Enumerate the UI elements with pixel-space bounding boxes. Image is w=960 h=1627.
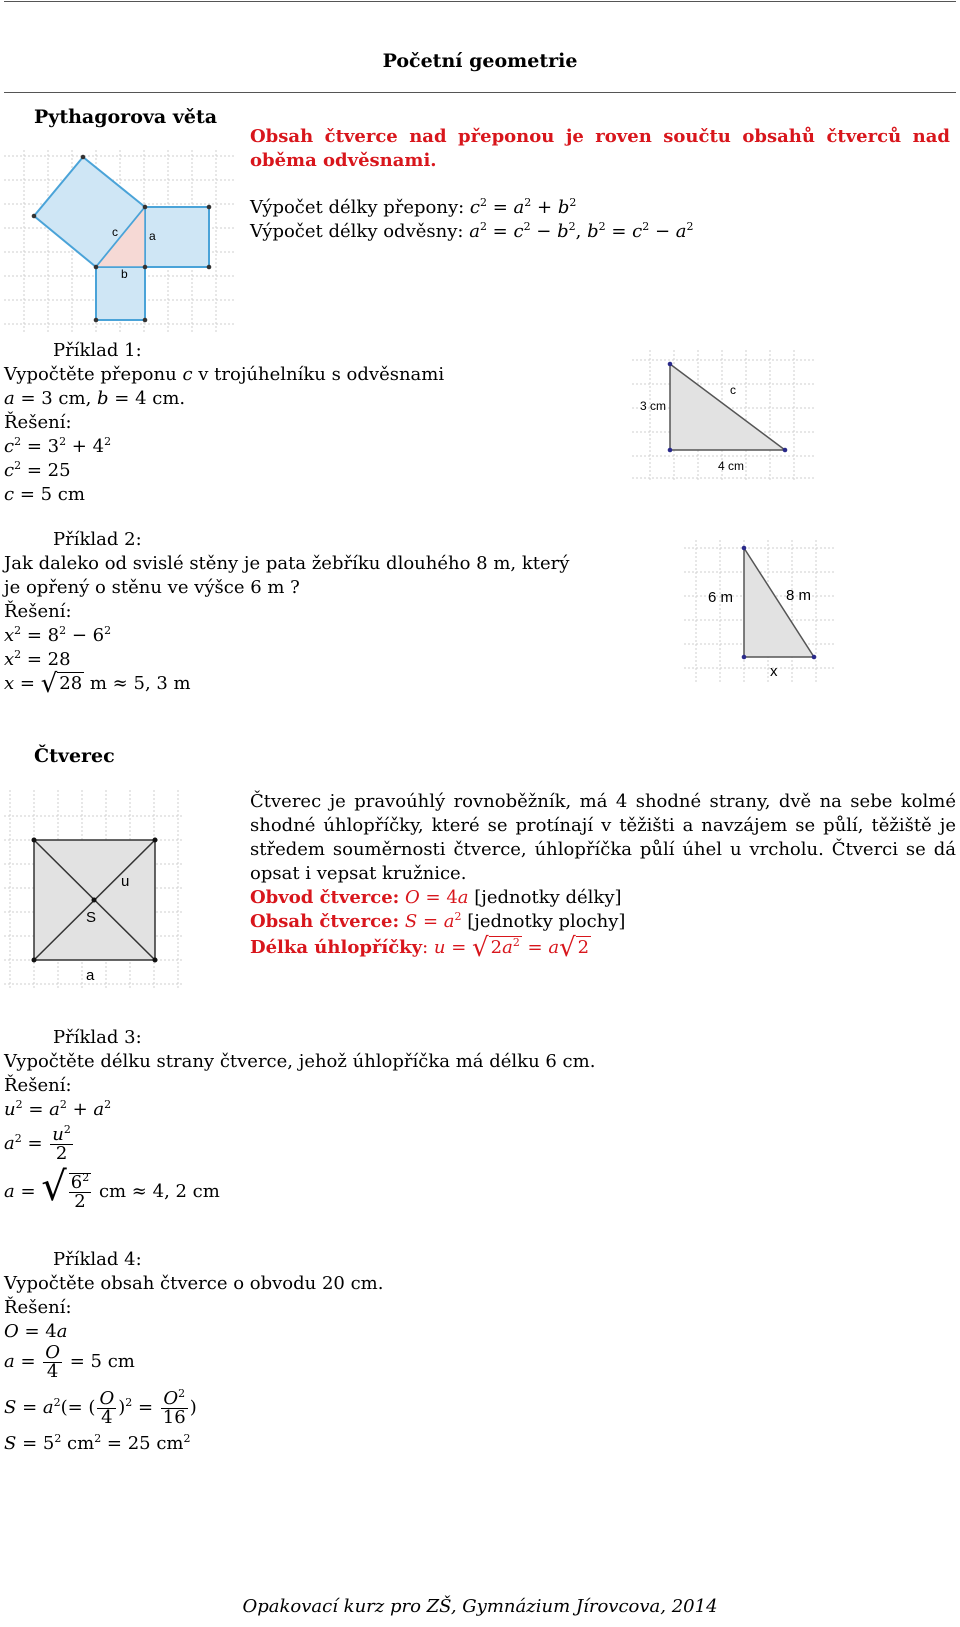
example4-step1: O = 4a [4,1321,68,1342]
example1-title: Příklad 1: [53,340,142,361]
page-footer: Opakovací kurz pro ZŠ, Gymnázium Jírovcova, 2014 [242,1596,718,1617]
example3-step1: $u^2 = a^2 + a^2$ [4,1098,112,1120]
example3-title: Příklad 3: [53,1027,142,1048]
example4-step2: a = $\frac{O}{4}$ = 5 cm [4,1341,135,1382]
example2-task-line2: je opřený o stěnu ve výšce 6 m ? [4,577,300,598]
example3-task: Vypočtěte délku strany čtverce, jehož úhlopříčka má délku 6 cm. [4,1051,596,1072]
example2-task-line1: Jak daleko od svislé stěny je pata žebříku dlouhého 8 m, který [4,553,570,574]
example1-step3: c = 5 cm [4,484,85,505]
example4-solution-label: Řešení: [4,1297,72,1318]
hypotenuse-formula: Výpočet délky přepony: $c^2 = a^2 + b^2$ [250,196,577,218]
square-perimeter: Obvod čtverce: O = 4a [jednotky délky] [250,887,622,908]
leg-formula: Výpočet délky odvěsny: $a^2 = c^2 - b^2$, $b^2 = c^2 - a^2$ [250,220,694,242]
example3-solution-label: Řešení: [4,1075,72,1096]
fig1-label-bottom: 4 cm [718,459,745,473]
fig1-label-left: 3 cm [640,399,667,413]
example3-step2: $a^2$ = $\frac{u^2}{2}$ [4,1122,71,1164]
example4-step4: $S = 5^2$ $cm^2 = 25$ $cm^2$ [4,1432,191,1454]
fig1-label-top: c [730,383,736,397]
square-fig-label-s: S [86,909,97,926]
square-description: Čtverec je pravoúhlý rovnoběžník, má 4 shodné strany, dvě na sebe kolmé shodné úhlopříčky, které se protínají v těžišti a navzájem se půlí, těžiště je středem souměrnosti čtverce, úhlopříčka půlí úhel u vrcholu. Čtverci se dá opsat i vepsat kružnice. [250,791,956,884]
fig-label-b: b [121,267,128,281]
fig2-label-left: 6 m [708,589,734,606]
square-diagonal: Délka úhlopříčky: u = √ $2a^2 = a√$ 2 [250,933,590,963]
example2-step3: x = √ 28 m ≈ 5, 3 m [4,669,191,699]
fig2-label-right: 8 m [786,587,812,604]
example4-task: Vypočtěte obsah čtverce o obvodu 20 cm. [4,1273,384,1294]
example4-step3: $S = a^2(=$ ( $\frac{O}{4}$ )$^2$ = $\frac{O^2}{16}$ ) [4,1386,197,1428]
section-heading-pythagoras: Pythagorova věta [34,106,218,128]
header-rule [4,92,956,93]
top-rule [4,1,956,2]
fig-label-a: a [149,229,156,243]
example2-solution-label: Řešení: [4,601,72,622]
square-fig-label-u: u [121,873,130,890]
example3-step3: a = √ $\frac{6^2}{2}$ cm ≈ 4, 2 cm [4,1164,220,1212]
section-heading-square: Čtverec [34,745,115,767]
example2-figure [684,540,834,684]
example2-step2: $x^2 = 28$ [4,648,71,670]
example2-step1: $x^2 = 8^2 - 6^2$ [4,624,112,646]
example1-solution-label: Řešení: [4,412,72,433]
fig-label-c: c [112,225,118,239]
square-figure [4,790,182,990]
example4-title: Příklad 4: [53,1249,142,1270]
pythagoras-figure [4,150,236,332]
example1-step1: $c^2 = 3^2 + 4^2$ [4,435,112,457]
example1-task-line2: a = 3 cm, b = 4 cm. [4,388,186,409]
square-area: Obsah čtverce: $S = a^2$ [jednotky plochy] [250,910,626,932]
example1-figure [632,350,814,480]
fig2-label-bottom: x [770,663,778,680]
example1-step2: $c^2 = 25$ [4,459,71,481]
page-title: Početní geometrie [382,50,578,72]
example1-task-line1: Vypočtěte přeponu c v trojúhelníku s odvěsnami [4,364,445,385]
example2-title: Příklad 2: [53,529,142,550]
square-fig-label-a: a [86,967,95,984]
pythagoras-statement: Obsah čtverce nad přeponou je roven součtu obsahů čtverců nad oběma odvěsnami. [250,126,950,171]
